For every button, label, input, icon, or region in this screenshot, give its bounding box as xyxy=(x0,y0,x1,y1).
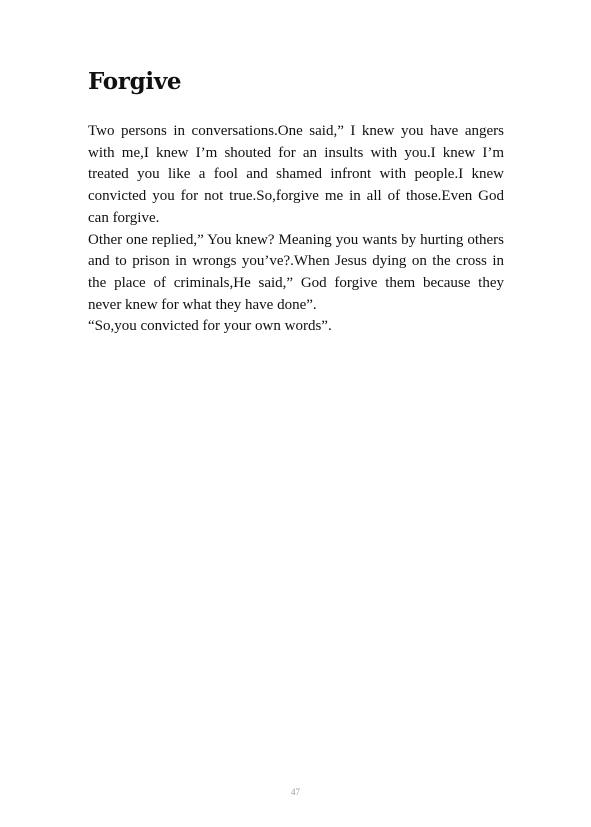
body-text xyxy=(88,121,504,338)
paragraph-2: Other one replied,” You knew? Meaning you wants by hurting others and to prison in wrongs you’ve?.When Jesus dying on the cross in the place of criminals,He said,” God forgive them because they never knew for what they have done”. xyxy=(88,231,504,313)
page-number: 47 xyxy=(291,787,300,797)
page-title: Forgive xyxy=(88,68,182,95)
paragraph-3: “So,you convicted for your own words”. xyxy=(88,318,332,335)
paragraph-1: Two persons in conversations.One said,” I knew you have angers with me,I knew I’m shouted for an insults with you.I knew I’m treated you like a fool and shamed infront with people.I knew convicted you for not true.So,forgive me in all of those.Even God can forgive. xyxy=(88,123,504,226)
